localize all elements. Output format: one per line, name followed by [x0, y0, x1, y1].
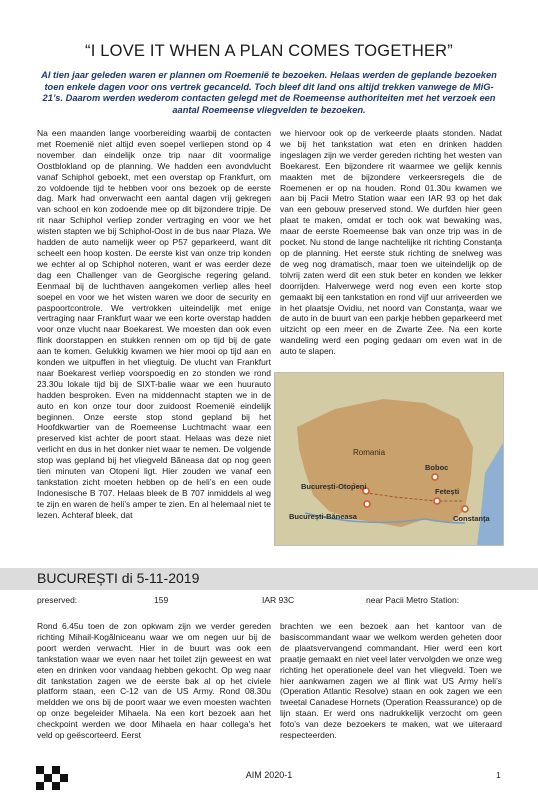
page-number: 1: [496, 770, 501, 780]
body-column-right: [280, 128, 502, 357]
map-label-country: Romania: [353, 448, 386, 457]
map-label-fetesti: Fetești: [435, 487, 460, 496]
map-label-otopeni: București-Otopeni: [301, 482, 367, 491]
section-location: near Pacii Metro Station:: [366, 595, 460, 605]
map-label-boboc: Boboc: [425, 463, 449, 472]
map-label-baneasa: București-Băneasa: [289, 512, 357, 521]
map-label-constanta: Constanța: [453, 514, 490, 523]
map-graphic: [275, 373, 503, 545]
marker-constanta: [462, 506, 468, 512]
marker-baneasa: [364, 501, 370, 507]
body-column-left: [37, 128, 271, 521]
body-paragraph: Na een maanden lange voorbereiding waarbij de contacten met Roemenië niet altijd even soepel verliepen stond op 4 november dan eindelijk onze trip naar dit voormalige Oostblokland op de planning. We hadden een avondvlucht vanaf Schiphol geboekt, met een overstap op Frankfurt, om zo voldoende tijd te hebben voor ons bezoek op de eerste dag. Mark had onverwacht een aantal dagen vrij gekregen van school en kon zodoende mee op dit bijzondere tripje. De rit naar Schiphol verliep zonder vertraging en voor we het wisten stapten we bij Schiphol-Oost in de bus naar Plaza. We hadden de auto namelijk weer op P57 geparkeerd, want dit scheelt een hoop kosten. De eerste kist van onze trip konden we echter al op Schiphol noteren, want er was eerder deze dag een Challenger van de Georgische regering geland. Eenmaal bij de luchthaven aangekomen verliep alles heel soepel en voor we het wisten waren we door de security en paspoortcontrole. We vertrokken uiteindelijk met enige vertraging naar Frankfurt waar we een korte overstap hadden voor onze vlucht naar Boekarest. We moesten dan ook even flink doorstappen en stukken rennen om op tijd bij de gate aan te komen. Gelukkig kwamen we hier mooi op tijd aan en konden we uitpuffen in het vliegtuig. De vlucht van Frankfurt naar Boekarest verliep voorspoedig en zo stonden we rond 23.30u lokale tijd bij de SIXT-balie waar we een huurauto hadden besproken. Even na middennacht stapten we in de auto en kon onze tour door zuidoost Roemenië eindelijk beginnen. Onze eerste stop stond gepland bij het Hoofdkwartier van de Roemeense Luchtmacht waar een preserved kist achter de poort staat. Helaas was deze niet verlicht en dus in het donker niet waar te nemen. De volgende stop was gepland bij het vliegveld Băneasa dat op nog geen tien minuten van Otopeni ligt. Hier zouden we vanaf een tankstation zicht moeten hebben op de heli’s en een oude Indonesische B 707. Helaas bleek de B 707 inmiddels al weg te zijn en waren de heli’s amper te zien. En al helemaal niet te lezen. Achteraf bleek, dat: [37, 128, 271, 520]
marker-fetesti: [434, 498, 440, 504]
marker-boboc: [432, 474, 438, 480]
section-title: BUCUREȘTI di 5-11-2019: [37, 570, 200, 586]
body-column-bottom-left: [37, 621, 271, 741]
article-intro: Al tien jaar geleden waren er plannen om Roemenië te bezoeken. Helaas werden de geplande bezoeken toen enkele dagen voor ons vertrek gecanceld. Toch bleef dit land ons altijd trekken vanwege de MiG-21’s. Daarom werden wederom contacten gelegd met de Roemeense authoriteiten met het verzoek een aantal Roemeense vliegvelden te bezoeken.: [41, 70, 497, 115]
section-number: 159: [154, 595, 169, 605]
body-paragraph: Rond 6.45u toen de zon opkwam zijn we verder gereden richting Mihail-Kogălniceanu waar we om negen uur bij de poort werden verwacht. Hier in de buurt was ook een tankstation waar we even naar het toilet zijn geweest en wat eten en drinken voor vandaag hebben gekocht. Op weg naar dit tankstation zagen we de eerste bak al op het civiele platform staan, een C-12 van de US Army. Rond 08.30u meldden we ons bij de poort waar we even moesten wachten op onze begeleider Mihaela. Na een kort bezoek aan het checkpoint werden we door Mihaela en haar collega’s het veld op geëscorteerd. Eerst: [37, 621, 271, 741]
section-type: IAR 93C: [262, 595, 295, 605]
section-label: preserved:: [37, 595, 78, 605]
body-paragraph: brachten we een bezoek aan het kantoor van de basiscommandant waar we welkom werden geheten door de plaatsvervangend commandant. Hier werd een kort praatje gemaakt en niet veel later vervolgden we onze weg richting het operationele deel van het vliegveld. Toen we hier aankwamen zagen we al flink wat US Army heli’s (Operation Atlantic Resolve) staan en ook zagen we een tweetal Canadese Hornets (Operation Reassurance) op de lijn staan. Er werd ons nadrukkelijk verzocht om geen foto’s van deze bezoekers te maken, wat we uiteraard respecteerden.: [280, 621, 502, 741]
body-column-bottom-right: [280, 621, 502, 741]
body-paragraph: we hiervoor ook op de verkeerde plaats stonden. Nadat we bij het tankstation wat eten en drinken hadden ingeslagen zijn we verder gereden richting het westen van Boekarest. Een bijzondere rit waarmee we gelijk kennis maakten met de bijzondere verkeersregels die de Roemenen er op na houden. Rond 01.30u kwamen we aan bij Pacii Metro Station waar een IAR 93 op het dak van een gebouw preserved stond. We durfden hier geen plaat te maken, omdat er toch ook wat bewaking was, maar de eerste Roemeense bak van onze trip was in de pocket. Nu stond de lange nachtelijke rit richting Constanța op de planning. Het eerste stuk richting de snelweg was de weg nog dramatisch, maar toen we uiteindelijk op de tolvrij zaten werd dit een stuk beter en konden we lekker doorrijden. Halverwege werd nog even een korte stop gemaakt bij een tankstation en rond vijf uur arriveerden we in het plaatsje Ovidiu, net noord van Constanța, waar we de auto in de buurt van een parkje hebben geparkeerd met uitzicht op een meer en de Zwarte Zee. Na een korte wandeling werd een poging gedaan om even wat in de auto te slapen.: [280, 128, 502, 357]
route-map: [274, 372, 504, 546]
footer-magazine: AIM 2020-1: [245, 770, 293, 780]
article-title: “I LOVE IT WHEN A PLAN COMES TOGETHER”: [85, 42, 453, 60]
